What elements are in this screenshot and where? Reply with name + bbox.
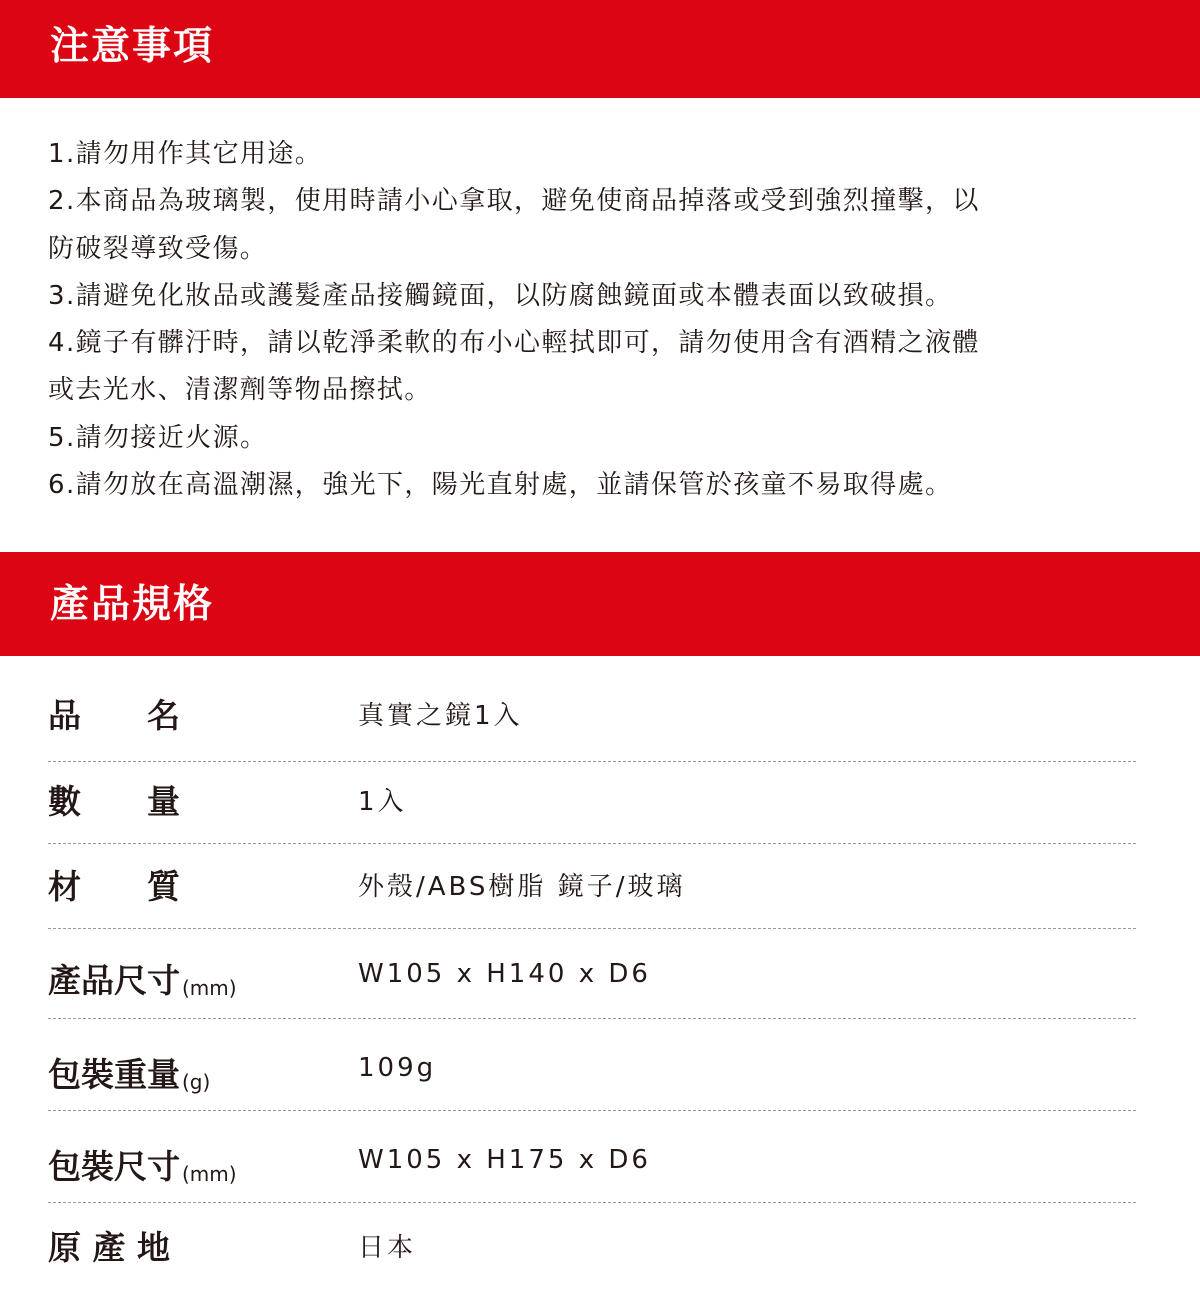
spec-label-unit: (mm) <box>182 1162 237 1186</box>
note-line: 4.鏡子有髒汙時，請以乾淨柔軟的布小心輕拭即可，請勿使用含有酒精之液體 <box>48 328 980 359</box>
spec-label <box>48 686 180 746</box>
spec-row-package-size <box>48 1130 1136 1190</box>
spec-value: 109g <box>358 1053 437 1083</box>
spec-value: W105 x H175 x D6 <box>358 1145 651 1175</box>
spec-label-unit: (mm) <box>182 976 237 1000</box>
note-line: 防破裂導致受傷。 <box>48 233 268 264</box>
spec-row-package-weight <box>48 1038 1136 1098</box>
note-line: 1.請勿用作其它用途。 <box>48 139 323 169</box>
spec-value: 外殼/ABS樹脂 鏡子/玻璃 <box>358 872 686 902</box>
row-divider <box>48 1202 1136 1203</box>
note-line: 或去光水、清潔劑等物品擦拭。 <box>48 375 432 406</box>
note-line: 5.請勿接近火源。 <box>48 422 268 453</box>
spec-row-origin <box>48 1218 1136 1278</box>
spec-label-unit: (g) <box>182 1070 211 1094</box>
note-line: 2.本商品為玻璃製，使用時請小心拿取，避免使商品掉落或受到強烈撞擊，以 <box>48 186 980 217</box>
notes-section-header <box>0 0 1200 98</box>
spec-value: 真實之鏡1入 <box>358 701 523 731</box>
spec-label-text: 原 產 地 <box>48 1228 170 1267</box>
specs-section-header <box>0 552 1200 656</box>
spec-label <box>48 944 237 1018</box>
spec-label <box>48 1218 170 1278</box>
spec-label-text: 包裝尺寸 <box>48 1147 180 1186</box>
spec-value: W105 x H140 x D6 <box>358 959 651 989</box>
specs-section-title: 產品規格 <box>50 582 215 627</box>
row-divider <box>48 1018 1136 1019</box>
notes-section-title: 注意事項 <box>50 24 215 69</box>
spec-value: 日本 <box>358 1233 417 1263</box>
note-line: 3.請避免化妝品或護髮產品接觸鏡面，以防腐蝕鏡面或本體表面以致破損。 <box>48 280 953 311</box>
row-divider <box>48 761 1136 762</box>
spec-label-text: 品 名 <box>48 696 180 735</box>
spec-row-material <box>48 857 1136 917</box>
note-line: 6.請勿放在高溫潮濕，強光下，陽光直射處，並請保管於孩童不易取得處。 <box>48 470 953 501</box>
spec-row-quantity <box>48 772 1136 832</box>
spec-value: 1入 <box>358 787 407 817</box>
spec-label-text: 產品尺寸 <box>48 961 180 1000</box>
spec-label <box>48 1038 210 1112</box>
spec-label-text: 數 量 <box>48 782 180 821</box>
row-divider <box>48 1110 1136 1111</box>
spec-label-text: 材 質 <box>48 867 180 906</box>
row-divider <box>48 843 1136 844</box>
spec-label <box>48 857 180 917</box>
row-divider <box>48 928 1136 929</box>
spec-label <box>48 772 180 832</box>
spec-row-product-size <box>48 944 1136 1004</box>
spec-label <box>48 1130 237 1204</box>
spec-label-text: 包裝重量 <box>48 1055 180 1094</box>
spec-row-product-name <box>48 686 1136 746</box>
notes-list <box>48 131 1158 509</box>
